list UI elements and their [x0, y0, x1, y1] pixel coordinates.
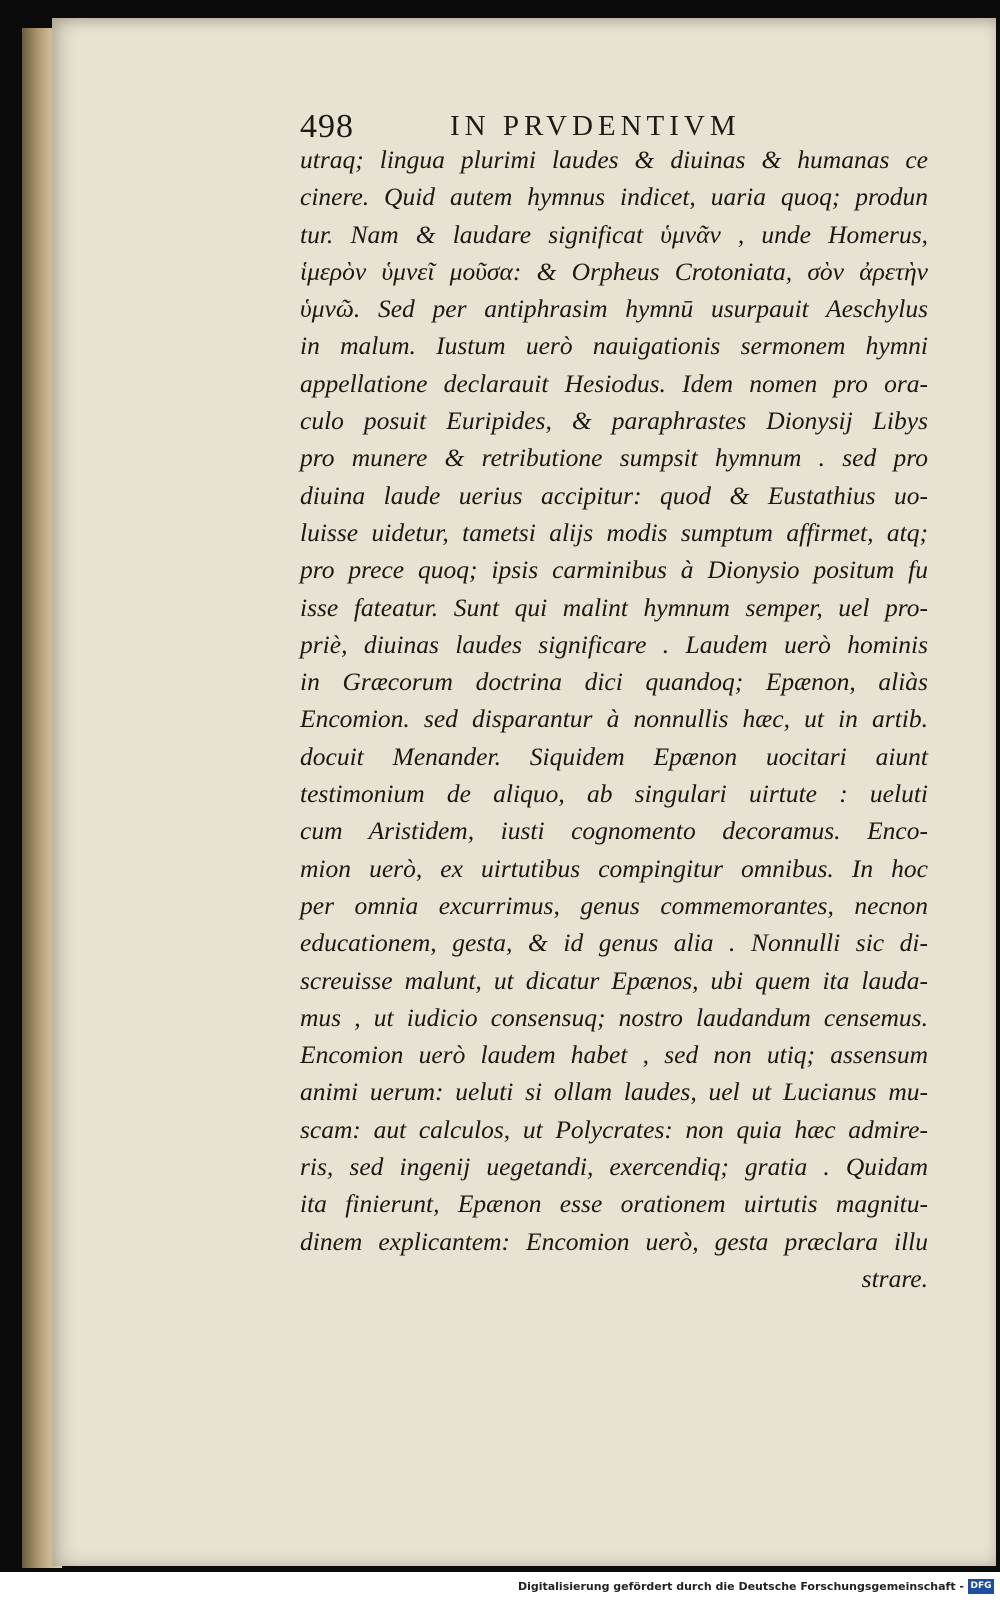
text-line: culo posuit Euripides, & paraphrastes Dionysij Libys	[300, 406, 928, 436]
text-line: pro prece quoq; ipsis carminibus à Dionysio positum fu	[300, 555, 928, 585]
text-line: animi uerum: ueluti si ollam laudes, uel ut Lucianus mu-	[300, 1077, 928, 1107]
footer-bar	[0, 1572, 1000, 1602]
page-number: 498	[300, 108, 354, 145]
text-line: screuisse malunt, ut dicatur Epænos, ubi quem ita lauda-	[300, 965, 928, 995]
text-line: educationem, gesta, & id genus alia . Nonnulli sic di-	[300, 928, 928, 958]
dfg-logo: DFG	[968, 1579, 994, 1594]
text-line: per omnia excurrimus, genus commemorantes, necnon	[300, 890, 928, 920]
text-line: cum Aristidem, iusti cognomento decoramus. Enco-	[300, 816, 928, 846]
text-line: isse fateatur. Sunt qui malint hymnum semper, uel pro-	[300, 592, 928, 622]
text-line: scam: aut calculos, ut Polycrates: non quia hæc admire-	[300, 1114, 928, 1144]
text-line: testimonium de aliquo, ab singulari uirtute : ueluti	[300, 779, 928, 809]
running-title: IN PRVDENTIVM	[450, 110, 741, 142]
text-line: mion uerò, ex uirtutibus compingitur omnibus. In hoc	[300, 853, 928, 883]
text-line: docuit Menander. Siquidem Epænon uocitari aiunt	[300, 741, 928, 771]
body-text	[300, 141, 928, 1297]
text-line: appellatione declarauit Hesiodus. Idem nomen pro ora-	[300, 368, 928, 398]
text-line: Encomion uerò laudem habet , sed non utiq; assensum	[300, 1040, 928, 1070]
text-line: tur. Nam & laudare significat ὑμνᾶν , unde Homerus,	[300, 219, 928, 249]
text-line: pro munere & retributione sumpsit hymnum . sed pro	[300, 443, 928, 473]
text-line: in malum. Iustum uerò nauigationis sermonem hymni	[300, 331, 928, 361]
text-line: luisse uidetur, tametsi alijs modis sumptum affirmet, atq;	[300, 517, 928, 547]
text-line: ἱμερὸν ὑμνεῖ μοῦσα: & Orpheus Crotoniata, σὸν ἀρετὴν	[300, 256, 928, 286]
digitization-credit: Digitalisierung gefördert durch die Deutsche Forschungsgemeinschaft -	[517, 1580, 964, 1593]
text-line: strare.	[861, 1263, 928, 1293]
text-line: ris, sed ingenij uegetandi, exercendiq; gratia . Quidam	[300, 1152, 928, 1182]
text-line: mus , ut iudicio consensuq; nostro laudandum censemus.	[300, 1002, 928, 1032]
text-line: in Græcorum doctrina dici quandoq; Epænon, aliàs	[300, 667, 928, 697]
text-line: Encomion. sed disparantur à nonnullis hæc, ut in artib.	[300, 704, 928, 734]
text-line: ὑμνῶ. Sed per antiphrasim hymnū usurpauit Aeschylus	[300, 294, 928, 324]
text-line: dinem explicantem: Encomion uerò, gesta præclara illu	[300, 1226, 928, 1256]
text-line: utraq; lingua plurimi laudes & diuinas & humanas ce	[300, 145, 928, 174]
text-line: diuina laude uerius accipitur: quod & Eustathius uo-	[300, 480, 928, 510]
text-line: cinere. Quid autem hymnus indicet, uaria quoq; produn	[300, 182, 928, 212]
text-line: ita finierunt, Epænon esse orationem uirtutis magnitu-	[300, 1189, 928, 1219]
text-line: priè, diuinas laudes significare . Laudem uerò hominis	[300, 629, 928, 659]
